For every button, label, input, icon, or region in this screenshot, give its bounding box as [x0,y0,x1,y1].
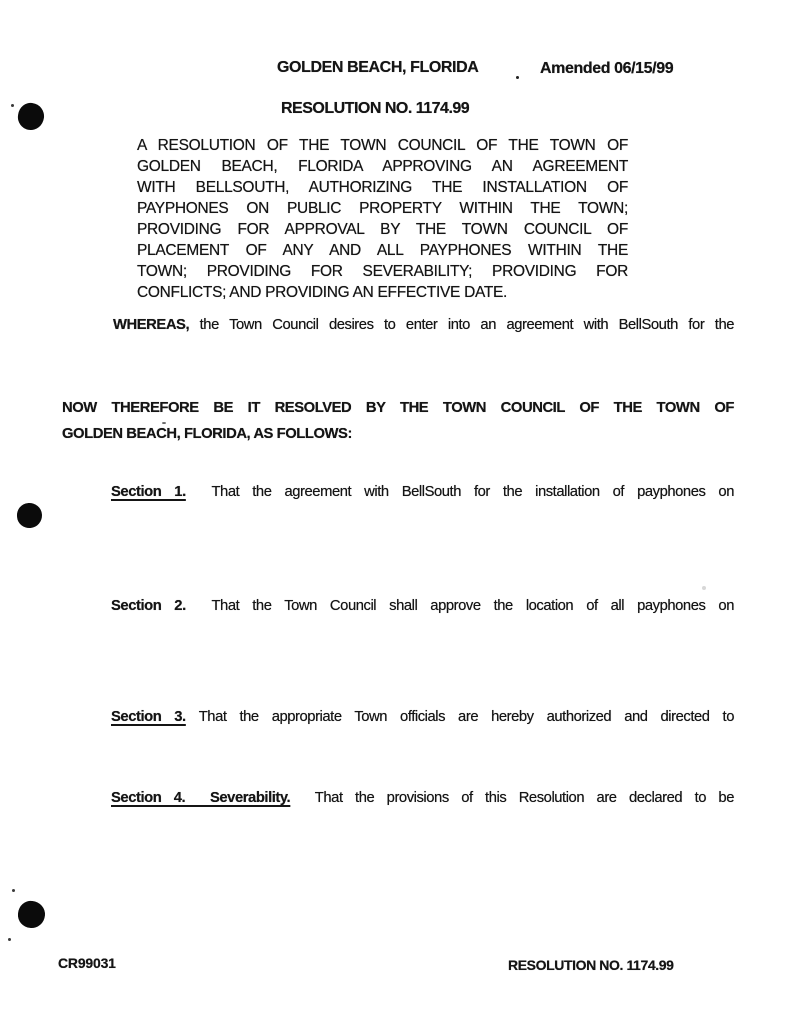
scan-speck [12,889,15,892]
resolution-number-heading: RESOLUTION NO. 1174.99 [281,100,470,117]
resolution-preamble: A RESOLUTION OF THE TOWN COUNCIL OF THE TOWN OF GOLDEN BEACH, FLORIDA APPROVING AN AGREEMENT WITH BELLSOUTH, AUTHORIZING THE INSTALLATION OF PAYPHONES ON PUBLIC PROPERTY WITHIN THE TOWN; PROVIDING FOR APPROVAL BY THE TOWN COUNCIL OF PLACEMENT OF ANY AND ALL PAYPHONES WITHIN THE TOWN; PROVIDING FOR SEVERABILITY; PROVIDING FOR CONFLICTS; AND PROVIDING AN EFFECTIVE DATE. [137,137,628,301]
section-1-paragraph: Section 1. That the agreement with BellSouth for the installation of payphones on [111,484,734,500]
amended-date: Amended 06/15/99 [540,60,674,77]
scan-speck [8,938,11,941]
scan-speck [11,104,14,107]
now-therefore-clause: NOW THEREFORE BE IT RESOLVED BY THE TOWN COUNCIL OF THE TOWN OF GOLDEN BEACH, FLORIDA, AS FOLLOWS: [62,400,734,442]
hole-punch-mark-middle [16,502,43,529]
hole-punch-mark-top [16,101,46,131]
hole-punch-mark-bottom [17,900,46,929]
document-city-title: GOLDEN BEACH, FLORIDA [277,59,479,76]
footer-document-code: CR99031 [58,955,116,971]
section-3-paragraph: Section 3. That the appropriate Town officials are hereby authorized and directed to [111,709,734,725]
whereas-paragraph: WHEREAS, the Town Council desires to enter into an agreement with BellSouth for the [113,317,734,333]
section-2-paragraph: Section 2. That the Town Council shall approve the location of all payphones on [111,598,734,614]
scan-speck [516,76,519,79]
scan-speck [702,586,706,590]
section-4-paragraph: Section 4. Severability. That the provisions of this Resolution are declared to be [111,790,734,806]
footer-resolution-number: RESOLUTION NO. 1174.99 [508,957,674,973]
